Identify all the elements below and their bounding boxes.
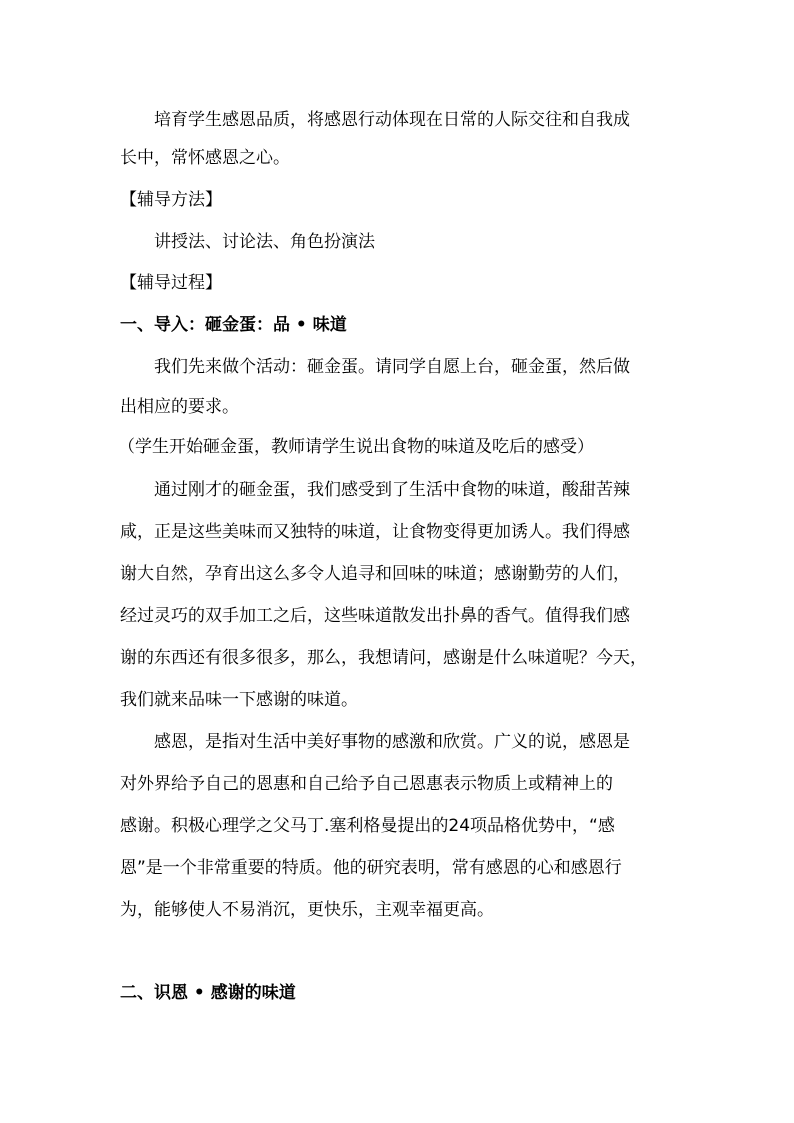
method-heading: 【辅导方法】: [120, 190, 222, 210]
section-1-p2-line-2: 咸，正是这些美味而又独特的味道，让食物变得更加诱人。我们得感: [120, 522, 630, 542]
section-2-title: 二、识恩 • 感谢的味道: [120, 983, 296, 1003]
section-1-title: 一、导入：砸金蛋：品 • 味道: [120, 315, 347, 335]
section-1-p3-line-1: 感恩，是指对生活中美好事物的感激和欣赏。广义的说，感恩是: [154, 732, 630, 752]
method-text: 讲授法、讨论法、角色扮演法: [154, 232, 375, 252]
section-1-p3-line-2: 对外界给予自己的恩惠和自己给予自己恩惠表示物质上或精神上的: [120, 774, 613, 794]
section-1-p3-line-3: 感谢。积极心理学之父马丁.塞利格曼提出的24项品格优势中，“感: [120, 816, 615, 836]
section-1-p1-line-2: 出相应的要求。: [120, 397, 239, 417]
process-heading: 【辅导过程】: [120, 273, 222, 293]
section-1-p1-line-1: 我们先来做个活动：砸金蛋。请同学自愿上台，砸金蛋，然后做: [154, 357, 630, 377]
section-1-p3-line-5: 为，能够使人不易消沉，更快乐，主观幸福更高。: [120, 900, 494, 920]
section-1-note: （学生开始砸金蛋，教师请学生说出食物的味道及吃后的感受）: [118, 437, 594, 457]
section-1-p2-line-4: 经过灵巧的双手加工之后，这些味道散发出扑鼻的香气。值得我们感: [120, 606, 630, 626]
section-1-p2-line-5: 谢的东西还有很多很多，那么，我想请问，感谢是什么味道呢？今天，: [120, 648, 647, 668]
intro-line-1: 培育学生感恩品质，将感恩行动体现在日常的人际交往和自我成: [154, 110, 630, 130]
section-1-p2-line-3: 谢大自然，孕育出这么多令人追寻和回味的味道；感谢勤劳的人们，: [120, 564, 630, 584]
section-1-p2-line-1: 通过刚才的砸金蛋，我们感受到了生活中食物的味道，酸甜苦辣: [154, 480, 630, 500]
section-1-p2-line-6: 我们就来品味一下感谢的味道。: [120, 690, 358, 710]
intro-line-2: 长中，常怀感恩之心。: [120, 148, 290, 168]
section-1-p3-line-4: 恩”是一个非常重要的特质。他的研究表明，常有感恩的心和感恩行: [120, 858, 622, 878]
